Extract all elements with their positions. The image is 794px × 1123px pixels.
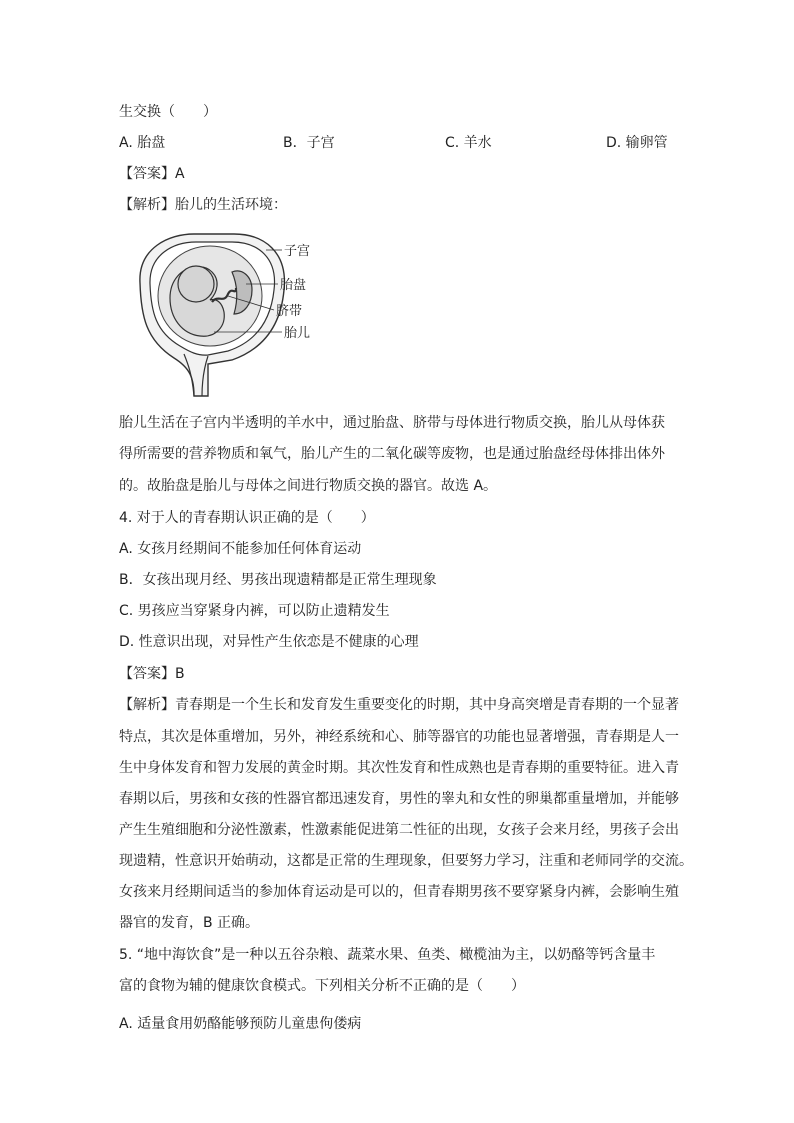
q4-option-c: C. 男孩应当穿紧身内裤，可以防止遗精发生 xyxy=(119,603,390,619)
q3-answer xyxy=(119,164,185,184)
fetus-uterus-diagram xyxy=(124,228,324,400)
q5-stem-line-2: 富的食物为辅的健康饮食模式。下列相关分析不正确的是（ ） xyxy=(119,978,525,994)
label-uterus: 子宫 xyxy=(284,244,311,259)
q4-analysis-line-1 xyxy=(119,695,679,715)
q5-option-a: A. 适量食用奶酪能够预防儿童患佝偻病 xyxy=(119,1016,362,1032)
q3-explanation-line-1: 胎儿生活在子宫内半透明的羊水中，通过胎盘、脐带与母体进行物质交换，胎儿从母体获 xyxy=(119,415,665,431)
q4-option-b: B．女孩出现月经、男孩出现遗精都是正常生理现象 xyxy=(119,572,437,588)
q4-option-a: A. 女孩月经期间不能参加任何体育运动 xyxy=(119,541,362,557)
q4-analysis-line-8: 器官的发育，B 正确。 xyxy=(119,915,260,931)
q3-stem-tail: 生交换（ ） xyxy=(119,104,217,120)
q3-explanation-line-3: 的。故胎盘是胎儿与母体之间进行物质交换的器官。故选 A。 xyxy=(119,478,498,494)
q3-option-b: B．子宫 xyxy=(283,135,335,151)
label-fetus: 胎儿 xyxy=(284,326,311,341)
q4-stem: 4. 对于人的青春期认识正确的是（ ） xyxy=(119,510,375,526)
analysis-text: 青春期是一个生长和发育发生重要变化的时期，其中身高突增是青春期的一个显著 xyxy=(175,697,679,713)
q4-analysis-line-5: 产生生殖细胞和分泌性激素，性激素能促进第二性征的出现，女孩子会来月经，男孩子会出 xyxy=(119,822,679,838)
q4-analysis-line-3: 生中身体发育和智力发展的黄金时期。其次性发育和性成熟也是青春期的重要特征。进入青 xyxy=(119,760,679,776)
q4-option-d: D. 性意识出现，对异性产生依恋是不健康的心理 xyxy=(119,634,419,650)
q4-analysis-line-2: 特点，其次是体重增加，另外，神经系统和心、肺等器官的功能也显著增强，青春期是人一 xyxy=(119,729,679,745)
q3-option-d: D. 输卵管 xyxy=(606,135,668,151)
q4-analysis-line-4: 春期以后，男孩和女孩的性器官都迅速发育，男性的睾丸和女性的卵巢都重量增加，并能够 xyxy=(119,791,679,807)
q3-explanation-line-2: 得所需要的营养物质和氧气，胎儿产生的二氧化碳等废物，也是通过胎盘经母体排出体外 xyxy=(119,446,665,462)
q3-option-c: C. 羊水 xyxy=(445,135,492,151)
label-placenta: 胎盘 xyxy=(280,278,307,293)
answer-value: A xyxy=(175,166,185,182)
q4-analysis-line-6: 现遗精，性意识开始萌动，这都是正常的生理现象，但要努力学习，注重和老师同学的交流。 xyxy=(119,853,693,869)
answer-value: B xyxy=(175,666,185,682)
answer-tag: 【答案】 xyxy=(119,666,175,682)
q4-answer xyxy=(119,664,185,684)
analysis-text: 胎儿的生活环境： xyxy=(175,197,287,213)
analysis-tag: 【解析】 xyxy=(119,197,175,213)
analysis-tag: 【解析】 xyxy=(119,697,175,713)
answer-tag: 【答案】 xyxy=(119,166,175,182)
label-umbilical-cord: 脐带 xyxy=(276,304,303,319)
q5-stem-line-1: 5. “地中海饮食”是一种以五谷杂粮、蔬菜水果、鱼类、橄榄油为主，以奶酪等钙含量丰 xyxy=(119,947,656,963)
q3-analysis-intro xyxy=(119,195,287,215)
q4-analysis-line-7: 女孩来月经期间适当的参加体育运动是可以的，但青春期男孩不要穿紧身内裤，会影响生殖 xyxy=(119,884,679,900)
q3-option-a: A. 胎盘 xyxy=(119,135,166,151)
